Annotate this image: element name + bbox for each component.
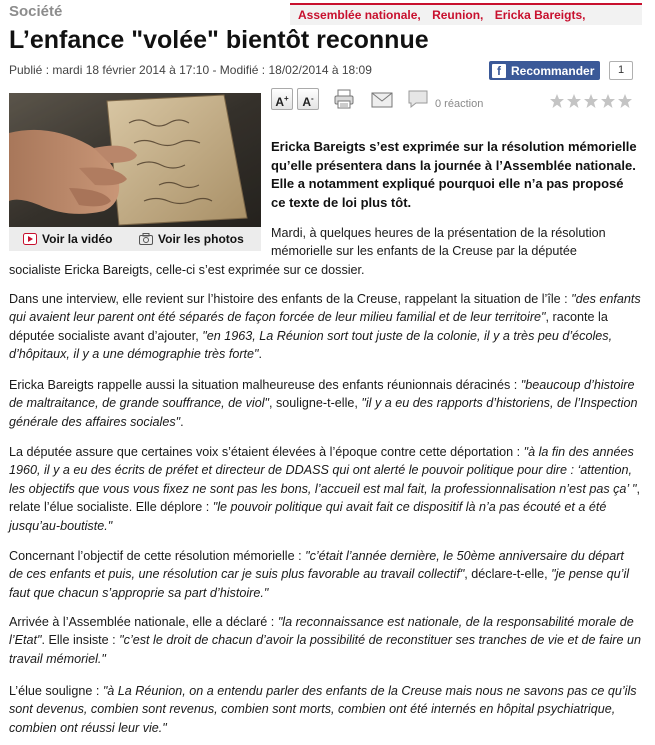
paragraph-6-quote-2: "c’est le droit de chacun d’avoir la possibilité de reconstituer ses tranches de vie et de faire un travail mémoriel." — [9, 633, 641, 666]
font-increase-button[interactable]: A+ — [271, 88, 293, 110]
facebook-recommend-button[interactable] — [489, 61, 600, 80]
paragraph-2-quote-2: "en 1963, La Réunion sort tout juste de la colonie, il y a très peu d’écoles, d’hôpitaux, il y a une démographie très forte" — [9, 328, 613, 362]
paragraph-4-quote-1: "à la fin des années 1960, il y a eu des écrits de préfet et directeur de DDASS qui ont alerté le pouvoir politique pour dire : ‘attention, les objectifs que vous vous fixez ne sont pas les bons, l’accueil est mal fait, la professionnalisation n’est pas ça’ " — [9, 445, 637, 496]
paragraph-6-text-a: Arrivée à l’Assemblée nationale, elle a déclaré : — [9, 615, 278, 629]
paragraph-4-text-a: La députée assure que certaines voix s’étaient élevées à l’époque contre cette déportation : — [9, 445, 524, 459]
print-icon[interactable] — [333, 88, 355, 110]
article-photo[interactable] — [9, 93, 261, 227]
paragraph-4-quote-2: "le pouvoir politique qui avait fait ce dispositif là n’a pas écouté et a été jusqu’au-boutiste." — [9, 500, 607, 533]
top-bar — [0, 0, 655, 24]
paragraph-2-text-a: Dans une interview, elle revient sur l’histoire des enfants de la Creuse, rappelant la situation de l’île : — [9, 292, 568, 306]
star-icon[interactable] — [583, 93, 599, 109]
paragraph-3-text-a: Ericka Bareigts rappelle aussi la situation malheureuse des enfants réunionnais déracinés : — [9, 378, 521, 392]
publish-meta: Publié : mardi 18 février 2014 à 17:10 - Modifié : 18/02/2014 à 18:09 — [9, 63, 372, 77]
tag-ericka-bareigts[interactable]: Ericka Bareigts, — [494, 8, 586, 22]
article-lead: Ericka Bareigts s’est exprimée sur la résolution mémorielle qu’elle présentera dans la journée à l’Assemblée nationale. Elle a notamment expliqué pourquoi elle n’a pas proposé ce texte de loi plus tôt. — [271, 139, 637, 210]
photos-link-label: Voir les photos — [158, 232, 244, 246]
email-icon[interactable] — [371, 89, 393, 109]
star-icon[interactable] — [549, 93, 565, 109]
star-icon[interactable] — [566, 93, 582, 109]
paragraph-5-text-b: , déclare-t-elle, — [464, 567, 552, 582]
paragraph-6-quote-1: "la reconnaissance est nationale, de la responsabilité morale de l’Etat" — [9, 615, 634, 648]
paragraph-3-quote-2: "il y a eu des rapports d’historiens, de l’Inspection générale des affaires sociales" — [9, 396, 638, 429]
paragraph-2-quote-1: "des enfants qui avaient leur parent ont été séparés de façon forcée de leur milieu familial et de leur territoire" — [9, 292, 641, 325]
rating-stars[interactable] — [549, 93, 633, 109]
reaction-count[interactable]: 0 réaction — [435, 98, 484, 110]
video-link-label: Voir la vidéo — [42, 232, 113, 246]
photos-link[interactable] — [139, 232, 244, 246]
paragraph-4-text-b: , relate l’élue socialiste. Elle déplore : — [9, 481, 640, 515]
paragraph-7-quote-1: "à La Réunion, on a entendu parler des enfants de la Creuse mais nous ne savons pas ce qu’ils sont devenus, combien sont revenus, combien sont morts, combien ont été internés en hôpital psychiatrique, combien ont réussi leur vie." — [9, 684, 637, 735]
paragraph-5 — [9, 547, 641, 602]
article-title: L’enfance "volée" bientôt reconnue — [9, 26, 429, 54]
paragraph-7-text-a: L’élue souligne : — [9, 684, 103, 698]
paragraph-1-end: socialiste Ericka Bareigts, celle-ci s’est exprimée sur ce dossier. — [9, 263, 365, 277]
tag-assemblee[interactable]: Assemblée nationale, — [298, 8, 421, 22]
paragraph-6-text-b: . Elle insiste : — [41, 633, 120, 648]
paragraph-3 — [9, 376, 641, 431]
section-label[interactable]: Société — [9, 3, 63, 20]
comment-icon[interactable] — [407, 88, 429, 110]
tag-list — [290, 3, 642, 25]
facebook-recommend-label: Recommander — [511, 63, 595, 78]
paragraph-2-text-b: , raconte la députée socialiste avant d’ajouter, — [9, 310, 608, 343]
video-play-icon — [23, 233, 37, 245]
paragraph-4 — [9, 443, 641, 535]
paragraph-3-text-b: , souligne-t-elle, — [269, 396, 362, 411]
tag-reunion[interactable]: Reunion, — [432, 8, 484, 22]
facebook-icon: f — [492, 64, 506, 78]
paragraph-3-text-c: . — [180, 414, 184, 429]
paragraph-6 — [9, 613, 641, 668]
font-decrease-button[interactable]: A- — [297, 88, 319, 110]
camera-icon — [139, 233, 153, 245]
paragraph-5-text-a: Concernant l’objectif de cette résolution mémorielle : — [9, 549, 306, 563]
paragraph-1-start: Mardi, à quelques heures de la présentation de la résolution mémorielle sur les enfants de la Creuse par la députée — [271, 226, 606, 259]
paragraph-2 — [9, 290, 641, 364]
paragraph-7 — [9, 682, 641, 737]
photo-image — [9, 93, 261, 227]
star-icon[interactable] — [600, 93, 616, 109]
paragraph-5-quote-1: "c’était l’année dernière, le 50ème anniversaire du départ de ces enfants et puis, une résolution car je suis plus favorable au travail collectif" — [9, 549, 624, 582]
facebook-count: 1 — [609, 61, 633, 80]
paragraph-5-quote-2: "je pense qu’il faut que chacun s’approprie sa part d’histoire." — [9, 567, 630, 600]
media-bar — [9, 227, 261, 251]
star-icon[interactable] — [617, 93, 633, 109]
video-link[interactable] — [23, 232, 112, 246]
paragraph-2-text-c: . — [258, 347, 262, 362]
paragraph-3-quote-1: "beaucoup d’histoire de maltraitance, de grande souffrance, de viol" — [9, 378, 635, 411]
